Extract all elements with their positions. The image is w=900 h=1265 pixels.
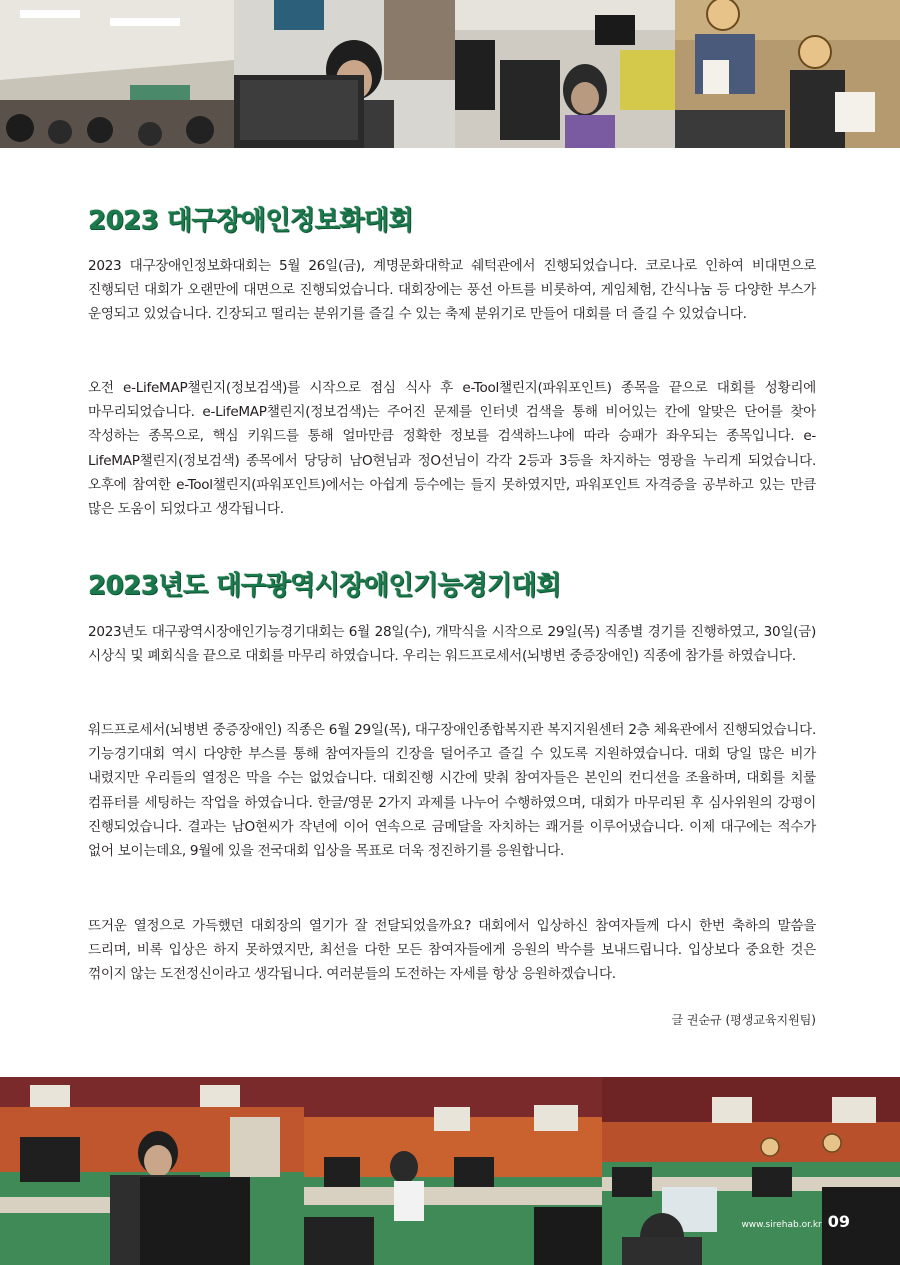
bottom-photo-strip — [0, 1077, 900, 1265]
section-2-title: 2023년도 대구광역시장애인기능경기대회 — [88, 571, 561, 601]
page-number: 09 — [827, 1212, 850, 1231]
participant-at-monitor-photo — [234, 0, 455, 148]
section-1-title: 2023 대구장애인정보화대회 — [88, 206, 414, 236]
footer-url: www.sirehab.or.kr — [741, 1220, 822, 1230]
top-photo-strip — [0, 0, 900, 148]
gym-overview-photo — [602, 1077, 900, 1265]
computer-lab-photo — [455, 0, 675, 148]
author-credit: 글 권순규 (평생교육지원팀) — [671, 1013, 816, 1027]
section-1-paragraph-1: 2023 대구장애인정보화대회는 5월 26일(금), 계명문화대학교 쉐턱관에서 진행되었습니다. 코로나로 인하여 비대면으로 진행되던 대회가 오랜만에 대면으로 진행되었습니다. 대회장에는 풍선 아트를 비롯하여, 게임체험, 간식나눔 등 다양한 부스가 운영되고 있었습니다. 긴장되고 떨리는 분위기를 즐길 수 있는 축제 분위기로 만들어 대회를 더 즐길 수 있었습니다. — [88, 258, 816, 323]
section-2-paragraph-3: 뜨거운 열정으로 가득했던 대회장의 열기가 잘 전달되었을까요? 대회에서 입상하신 참여자들께 다시 한번 축하의 말씀을 드리며, 비록 입상은 하지 못하였지만, 최선을 다한 모든 참여자들에게 응원의 박수를 보내드립니다. 입상보다 중요한 것은 꺾이지 않는 도전정신이라고 생각됩니다. 여러분들의 도전하는 자세를 항상 응원하겠습니다. — [88, 918, 816, 983]
auditorium-photo — [0, 0, 234, 148]
section-1-paragraph-2: 오전 e-LifeMAP챌린지(정보검색)를 시작으로 점심 식사 후 e-Tool챌린지(파워포인트) 종목을 끝으로 대회를 성황리에 마무리되었습니다. e-LifeMAP챌린지(정보검색)는 주어진 문제를 인터넷 검색을 통해 비어있는 칸에 알맞은 단어를 찾아 작성하는 종목으로, 핵심 키워드를 통해 얼마만큼 정확한 정보를 검색하느냐에 따라 승패가 좌우되는 종목입니다. e-LifeMAP챌린지(정보검색) 종목에서 당당히 남O현님과 정O선님이 각각 2등과 3등을 차지하는 영광을 누리게 되었습니다. 오후에 참여한 e-Tool챌린지(파워포인트)에서는 아쉽게 등수에는 들지 못하였지만, 파워포인트 자격증을 공부하고 있는 만큼 많은 도움이 되었다고 생각됩니다. — [88, 380, 816, 518]
award-certificates-photo — [675, 0, 900, 148]
gym-competitor-photo — [0, 1077, 304, 1265]
gym-competition-hall-photo — [304, 1077, 602, 1265]
section-2-paragraph-2: 워드프로세서(뇌병변 중증장애인) 직종은 6월 29일(목), 대구장애인종합복지관 복지지원센터 2층 체육관에서 진행되었습니다. 기능경기대회 역시 다양한 부스를 통해 참여자들의 긴장을 덜어주고 즐길 수 있도록 지원하였습니다. 대회 당일 많은 비가 내렸지만 우리들의 열정은 막을 수는 없었습니다. 대회진행 시간에 맞춰 참여자들은 본인의 컨디션을 조율하며, 대회를 치룰 컴퓨터를 세팅하는 작업을 하였습니다. 한글/영문 2가지 과제를 나누어 수행하였으며, 대회가 마무리된 후 심사위원의 강평이 진행되었습니다. 결과는 남O현씨가 작년에 이어 연속으로 금메달을 자치하는 쾌거를 이루어냈습니다. 이제 대구에는 적수가 없어 보이는데요, 9월에 있을 전국대회 입상을 목표로 더욱 정진하기를 응원합니다. — [88, 722, 816, 860]
page-footer — [741, 1212, 850, 1231]
section-2-paragraph-1: 2023년도 대구광역시장애인기능경기대회는 6월 28일(수), 개막식을 시작으로 29일(목) 직종별 경기를 진행하였고, 30일(금) 시상식 및 폐회식을 끝으로 대회를 마무리 하였습니다. 우리는 워드프로세서(뇌병변 중증장애인) 직종에 참가를 하였습니다. — [88, 624, 816, 665]
